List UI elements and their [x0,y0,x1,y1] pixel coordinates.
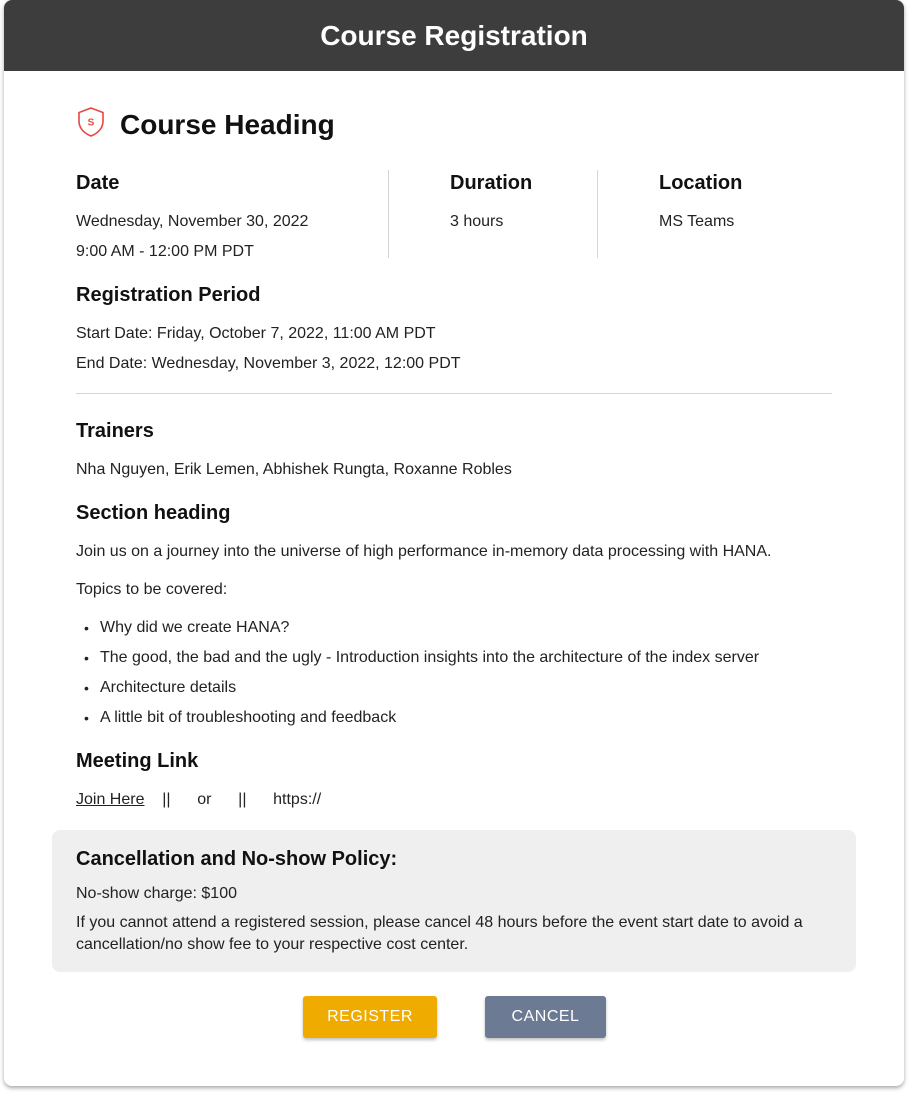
duration-label: Duration [450,172,533,194]
page-title: Course Registration [320,19,588,51]
duration-value: 3 hours [450,213,504,230]
time-value: 9:00 AM - 12:00 PM PDT [76,243,254,260]
join-here-link[interactable]: Join Here [76,791,145,808]
location-label: Location [659,172,743,194]
trainers-names: Nha Nguyen, Erik Lemen, Abhishek Rungta, Roxanne Robles [76,461,512,478]
register-button[interactable]: REGISTER [303,996,437,1038]
separator: || [238,791,247,808]
cancel-button[interactable]: CANCEL [485,996,606,1038]
or-text: or [197,791,212,808]
duration-block [450,172,532,237]
trainers-label: Trainers [76,420,154,442]
column-divider [388,170,389,258]
date-value: Wednesday, November 30, 2022 [76,213,309,230]
section-block [76,502,836,733]
svg-text:S: S [87,117,95,129]
section-heading: Section heading [76,502,231,524]
list-item: • Architecture details [76,673,836,703]
separator: || [162,791,171,808]
list-item: • The good, the bad and the ugly - Introduction insights into the architecture of the index server [76,643,836,673]
trainers-block [76,420,512,485]
list-item: • A little bit of troubleshooting and feedback [76,703,836,733]
registration-period-label: Registration Period [76,284,261,306]
date-block [76,172,308,267]
policy-heading: Cancellation and No-show Policy: [76,848,398,870]
policy-box [52,830,856,972]
registration-start: Start Date: Friday, October 7, 2022, 11:00 AM PDT [76,325,436,342]
meeting-url-link[interactable]: https:// [273,791,322,808]
registration-end: End Date: Wednesday, November 3, 2022, 12:00 PDT [76,355,461,372]
meeting-link-label: Meeting Link [76,750,199,772]
divider [76,393,832,394]
location-value: MS Teams [659,213,735,230]
column-divider [597,170,598,258]
list-item: • Why did we create HANA? [76,613,836,643]
topics-list [76,613,836,733]
registration-card [4,0,904,1086]
course-title-row [76,106,335,143]
shield-s-icon [76,106,106,143]
section-intro: Join us on a journey into the universe of high performance in-memory data processing with HANA. [76,543,772,560]
policy-text: If you cannot attend a registered session, please cancel 48 hours before the event start date to avoid a cancellation/no show fee to your respective cost center. [76,914,803,953]
course-heading: Course Heading [120,108,335,140]
topics-label: Topics to be covered: [76,581,228,598]
meeting-link-row [76,785,321,815]
location-block [659,172,742,237]
page-header [4,0,904,71]
registration-period-block [76,284,461,379]
date-label: Date [76,172,120,194]
no-show-charge: No-show charge: $100 [76,885,237,902]
meeting-block [76,750,321,815]
